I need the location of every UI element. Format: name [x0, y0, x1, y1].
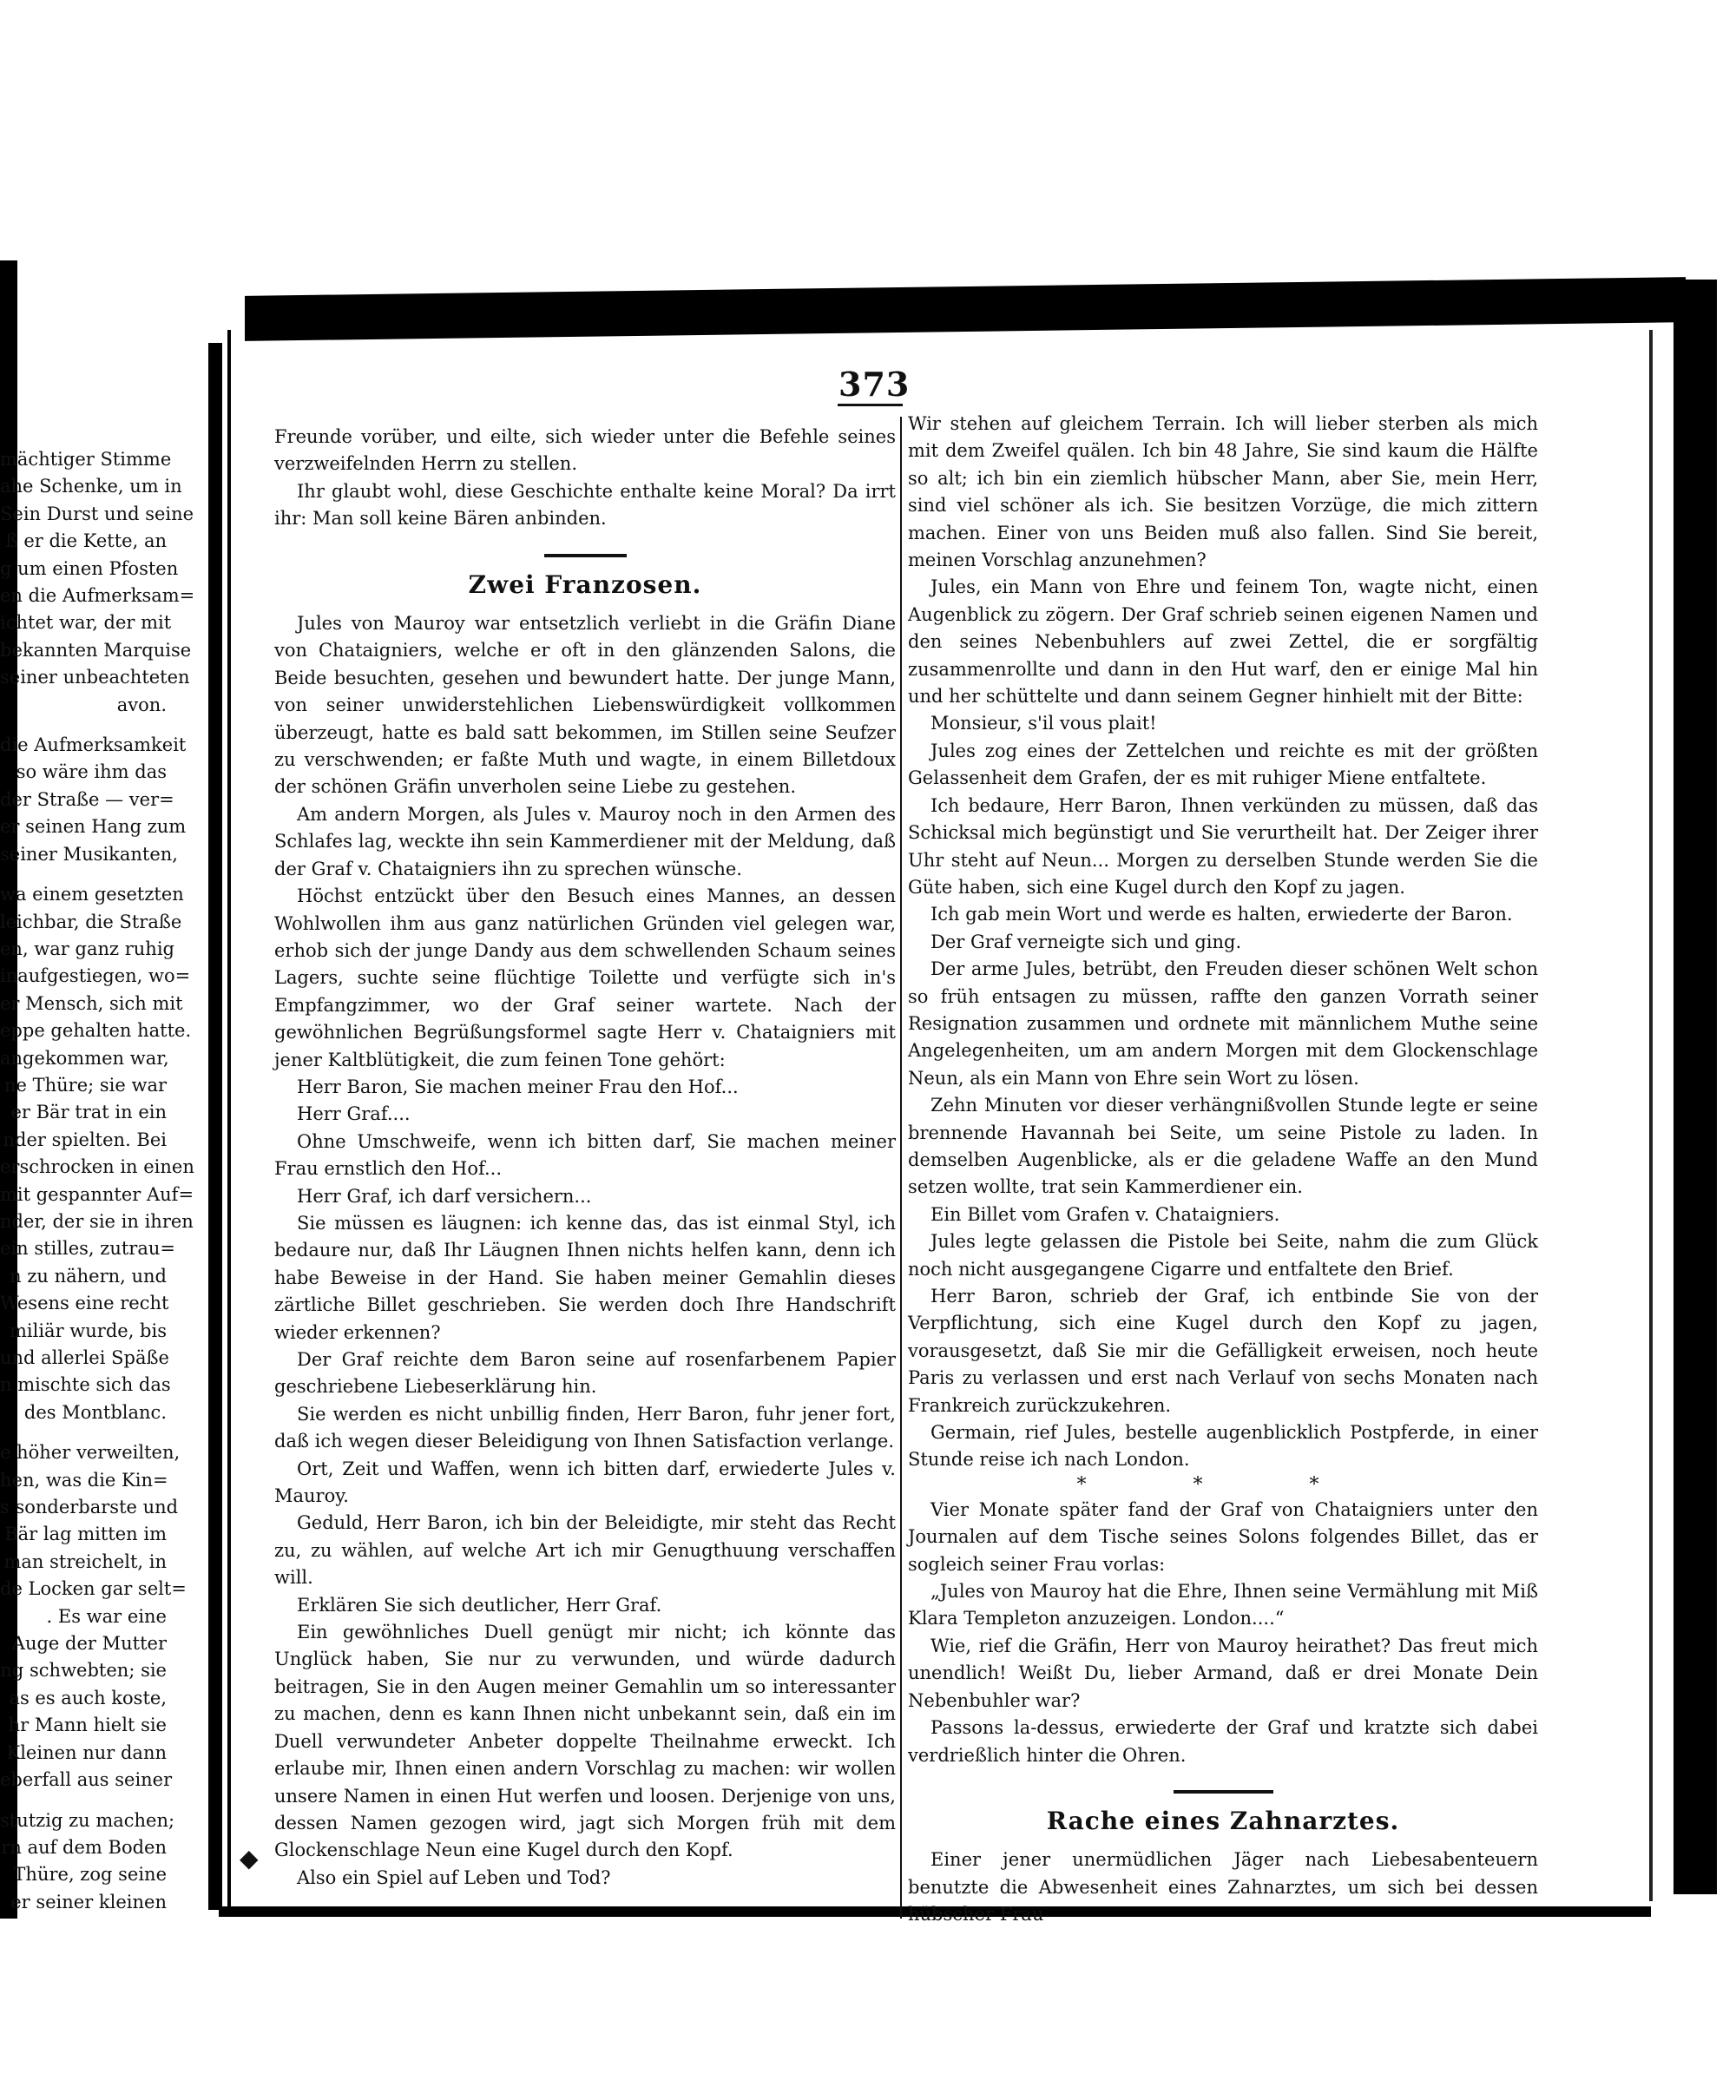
text-line: avon.	[116, 694, 167, 715]
section-heading-2: Rache eines Zahnarztes.	[1046, 1806, 1400, 1835]
section-rule	[544, 554, 627, 557]
text-line: wa einem gesetzten	[0, 884, 184, 905]
text-line: bekannten Marquise	[0, 639, 192, 661]
text-line: Herr Baron, Sie machen meiner Frau den Hof...	[297, 1076, 739, 1097]
middle-intro-text	[274, 424, 896, 533]
text-line: Sie werden es nicht unbillig finden, Herr Baron, fuhr jener fort, daß ich wegen dieser Beleidigung von Ihnen Satisfaction verlange.	[274, 1403, 896, 1452]
text-line: Wesens eine recht	[0, 1293, 169, 1314]
right-paragraphs	[908, 411, 1538, 1474]
scan-border-top	[245, 277, 1686, 341]
text-line: Passons la-dessus, erwiederte der Graf und kratzte sich dabei verdrießlich hinter die Ohren.	[908, 1717, 1538, 1766]
text-line: ahe Schenke, um in	[0, 476, 182, 497]
text-line: Herr Graf, ich darf versichern...	[297, 1185, 592, 1207]
text-line: Ohne Umschweife, wenn ich bitten darf, Sie machen meiner Frau ernstlich den Hof...	[274, 1130, 896, 1180]
text-line: Herr Baron, schrieb der Graf, ich entbinde Sie von der Verpflichtung, sich eine Kugel durch den Kopf zu jagen, vorausgesetzt, daß Sie mir die Gefälligkeit erweisen, noch heute Paris zu verlassen und erst nach Verlauf von sechs Monaten nach Frankreich zurückzukehren.	[908, 1286, 1538, 1416]
text-line: Ihr glaubt wohl, diese Geschichte enthalte keine Moral? Da irrt ihr: Man soll keine Bären anbinden.	[274, 480, 896, 530]
text-line: des Montblanc.	[23, 1401, 167, 1423]
middle-paragraphs	[274, 610, 896, 1892]
text-line: erschrocken in einen	[0, 1156, 194, 1178]
text-line: Germain, rief Jules, bestelle augenblicklich Postpferde, in einer Stunde reise ich nach London.	[908, 1422, 1538, 1471]
page-number-underline	[838, 404, 903, 406]
text-line: Ort, Zeit und Waffen, wenn ich bitten darf, erwiederte Jules v. Mauroy.	[274, 1458, 896, 1507]
text-line: ß er die Kette, an	[5, 530, 167, 552]
text-line: en die Aufmerksam=	[0, 585, 195, 607]
scan-border-right	[1674, 280, 1717, 1894]
text-line: er Bär trat in ein	[10, 1102, 167, 1123]
text-line: Kleinen nur dann	[6, 1741, 167, 1763]
text-line: man streichelt, in	[3, 1550, 167, 1572]
text-line: seiner Musikanten,	[0, 843, 178, 865]
text-line: seiner unbeachteten	[0, 667, 190, 688]
text-line: er seinen Hang zum	[0, 816, 187, 838]
text-line: die Aufmerksamkeit	[0, 734, 187, 756]
text-line: Der arme Jules, betrübt, den Freuden dieser schönen Welt schon so früh entsagen zu müssen, raffte den ganzen Vorrath seiner Resignation zusammen und ordnete mit männlichem Muthe seine Angelegenheiten, um am andern Morgen mit dem Glockenschlage Neun, als ein Mann von Ehre sein Wort zu lösen.	[908, 958, 1538, 1089]
text-line: eberfall aus seiner	[0, 1769, 173, 1791]
text-line: . Es war eine	[46, 1605, 167, 1627]
section-stars: * * *	[1076, 1473, 1370, 1496]
text-line: miliär wurde, bis	[10, 1320, 167, 1341]
text-line: Einer jener unermüdlichen Jäger nach Liebesabenteuern benutzte die Abwesenheit eines Zahnarztes, um sich bei dessen hübscher Frau	[908, 1849, 1538, 1926]
right-column	[908, 411, 1538, 1929]
text-line: Der Graf verneigte sich und ging.	[930, 931, 1242, 952]
right-after-stars	[908, 1497, 1538, 1769]
binding-mark: ◆	[240, 1844, 259, 1873]
text-line: so wäre ihm das	[16, 761, 167, 783]
text-line: Höchst entzückt über den Besuch eines Mannes, an dessen Wohlwollen ihm aus ganz natürlichen Gründen viel gelegen war, erhob sich der junge Dandy aus dem schwellenden Schaum seines Lagers, suchte seine flüchtige Toilette und verfügte sich in's Empfangzimmer, wo der Graf seiner wartete. Nach der gewöhnlichen Begrüßungsformel sagte Herr v. Chataigniers mit jener Kaltblütigkeit, die zum feinen Tone gehört:	[274, 885, 896, 1070]
text-line: Wir stehen auf gleichem Terrain. Ich will lieber sterben als mich mit dem Zweifel quälen. Ich bin 48 Jahre, Sie sind kaum die Hälfte so alt; ich bin ein ziemlich hübscher Mann, aber Sie, mein Herr, sind viel schöner als ich. Sie besitzen Vorzüge, die mich zittern machen. Einer von uns Beiden muß also fallen. Sind Sie bereit, meinen Vorschlag anzunehmen?	[908, 413, 1538, 571]
text-line: Jules zog eines der Zettelchen und reichte es mit der größten Gelassenheit dem Grafen, der es mit ruhiger Miene entfaltete.	[908, 740, 1538, 789]
right-final-paragraph	[908, 1847, 1538, 1928]
text-line: Zehn Minuten vor dieser verhängnißvollen Stunde legte er seine brennende Havannah bei Seite, um seine Pistole zu laden. In demselben Augenblicke, als er die geladene Waffe an den Mund setzen wollte, trat sein Kammerdiener ein.	[908, 1095, 1538, 1198]
text-line: Jules legte gelassen die Pistole bei Seite, nahm die zum Glück noch nicht ausgegangene Cigarre und entfaltete den Brief.	[908, 1231, 1538, 1280]
text-line: er Mensch, sich mit	[0, 992, 183, 1014]
text-line: nder, der sie in ihren	[0, 1210, 194, 1232]
text-line: Der Graf reichte dem Baron seine auf rosenfarbenem Papier geschriebene Liebeserklärung hin.	[274, 1349, 896, 1398]
text-line: ne Thüre; sie war	[3, 1074, 167, 1096]
text-line	[0, 719, 167, 732]
text-line: nder spielten. Bei	[3, 1129, 167, 1150]
text-line: Am andern Morgen, als Jules v. Mauroy noch in den Armen des Schlafes lag, weckte ihn sein Kammerdiener mit der Meldung, daß der Graf v. Chataigniers ihn zu sprechen wünsche.	[274, 803, 896, 879]
text-line: Geduld, Herr Baron, ich bin der Beleidigte, mir steht das Recht zu, zu wählen, auf welche Art ich mir Genugthuung verschaffen will.	[274, 1512, 896, 1589]
text-line: inaufgestiegen, wo=	[0, 965, 191, 987]
text-line: s sonderbarste und	[0, 1497, 179, 1518]
text-line: en, war ganz ruhig	[0, 938, 174, 959]
column-divider	[900, 417, 902, 1919]
text-line: Jules von Mauroy war entsetzlich verliebt in die Gräfin Diane von Chataigniers, welche er oft in den glänzenden Salons, die Beide besuchten, gesehen und bewundert hatte. Der junge Mann, von seiner unwiderstehlichen Liebenswürdigkeit vollkommen überzeugt, hatte es bald satt bekommen, im Stillen seine Seufzer zu verschwenden; er faßte Muth und wagte, in einem Billetdoux der schönen Gräfin unverholen seine Liebe zu gestehen.	[274, 613, 896, 798]
text-line: hen, was die Kin=	[0, 1469, 168, 1491]
section-rule-2	[1174, 1790, 1273, 1794]
text-line: leichbar, die Straße	[0, 911, 182, 932]
text-line: Ich gab mein Wort und werde es halten, erwiederte der Baron.	[930, 904, 1513, 925]
text-line: g um einen Pfosten	[0, 557, 179, 579]
text-line: Herr Graf....	[297, 1103, 411, 1125]
text-line: Ein gewöhnliches Duell genügt mir nicht; ich könnte das Unglück haben, Sie nur zu verwunden, und würde dadurch beitragen, Sie in den Augen meiner Gemahlin um so interessanter zu machen, denn es kann Ihnen nicht unbekannt sein, daß ein im Duell verwundeter Anbeter doppelte Theilnahme erweckt. Ich erlaube mir, Ihnen einen andern Vorschlag zu machen: wir wollen unsere Namen in einen Hut werfen und loosen. Derjenige von uns, dessen Namen gezogen wird, jagt sich Morgen früh mit dem Glockenschlage Neun eine Kugel durch den Kopf.	[274, 1622, 896, 1861]
text-line: Vier Monate später fand der Graf von Chataigniers unter den Journalen auf dem Tische seines Solons folgendes Billet, das er sogleich seiner Frau vorlas:	[908, 1498, 1538, 1575]
text-line: e höher verweilten,	[0, 1442, 181, 1464]
text-line: eppe gehalten hatte.	[0, 1020, 192, 1042]
middle-column	[274, 424, 896, 1892]
text-line: „Jules von Mauroy hat die Ehre, Ihnen seine Vermählung mit Miß Klara Templeton anzuzeigen. London....“	[908, 1581, 1538, 1629]
text-line: Wie, rief die Gräfin, Herr von Mauroy heirathet? Das freut mich unendlich! Weißt Du, lieber Armand, daß er drei Monate Dein Nebenbuhler war?	[908, 1635, 1538, 1711]
section-heading: Zwei Franzosen.	[468, 569, 702, 599]
text-line: Also ein Spiel auf Leben und Tod?	[297, 1866, 611, 1888]
text-line: mit gespannter Auf=	[0, 1183, 194, 1205]
page-number: 373	[838, 365, 911, 404]
page-edge	[1649, 330, 1653, 1901]
text-line: rn auf dem Boden	[1, 1836, 167, 1858]
text-line: und allerlei Späße	[0, 1347, 169, 1368]
text-line: n mischte sich das	[0, 1374, 171, 1396]
text-line: mächtiger Stimme	[0, 449, 172, 470]
text-line: ein stilles, zutrau=	[0, 1238, 175, 1260]
text-line: hr Mann hielt sie	[8, 1715, 167, 1736]
text-line: Ich bedaure, Herr Baron, Ihnen verkünden zu müssen, daß das Schicksal mich begünstigt und Sie verurtheilt hat. Der Zeiger ihrer Uhr steht auf Neun... Morgen zu derselben Stunde werden Sie die Güte haben, sich eine Kugel durch den Kopf zu jagen.	[908, 794, 1538, 898]
text-line: Monsieur, s'il vous plait!	[930, 713, 1157, 734]
text-line: Auge der Mutter	[11, 1633, 167, 1655]
text-line: Sein Durst und seine	[0, 503, 194, 524]
text-line: Sie müssen es läugnen: ich kenne das, das ist einmal Styl, ich bedaure nur, daß Ihr Läugnen Ihnen nichts helfen kann, denn ich habe Beweise in der Hand. Sie haben meiner Gemahlin dieses zärtliche Billet geschrieben. Sie werden doch Ihre Handschrift wieder erkennen?	[274, 1212, 896, 1343]
text-line: ichtet war, der mit	[0, 612, 172, 634]
text-line: Bär lag mitten im	[4, 1524, 167, 1545]
text-line: Freunde vorüber, und eilte, sich wieder unter die Befehle seines verzweifelnden Herrn zu stellen.	[274, 426, 896, 475]
text-line	[0, 1794, 167, 1807]
text-line: de Locken gar selt=	[0, 1578, 187, 1600]
left-page-column	[0, 446, 195, 1916]
text-line: ng schwebten; sie	[0, 1660, 167, 1682]
text-line: stutzig zu machen;	[0, 1809, 175, 1831]
text-line: angekommen war,	[0, 1047, 169, 1069]
text-line: er seiner kleinen	[10, 1891, 167, 1912]
text-line: as es auch koste,	[9, 1687, 167, 1708]
text-line: Erklären Sie sich deutlicher, Herr Graf.	[297, 1594, 662, 1616]
book-spine-edge	[227, 330, 231, 1914]
book-spine	[208, 343, 222, 1910]
text-line: n zu nähern, und	[10, 1265, 167, 1287]
text-line: der Straße — ver=	[0, 788, 174, 810]
text-line: Jules, ein Mann von Ehre und feinem Ton, wagte nicht, einen Augenblick zu zögern. Der Graf schrieb seinen eigenen Namen und den seines Nebenbuhlers auf zwei Zettel, die er sorgfältig zusammenrollte und dann in den Hut warf, den er einige Mal hin und her schüttelte und dann seinem Gegner hinhielt mit der Bitte:	[908, 576, 1538, 708]
text-line	[0, 868, 167, 881]
text-line	[0, 1426, 167, 1439]
text-line: Ein Billet vom Grafen v. Chataigniers.	[930, 1203, 1280, 1225]
text-line: Thüre, zog seine	[13, 1864, 167, 1886]
